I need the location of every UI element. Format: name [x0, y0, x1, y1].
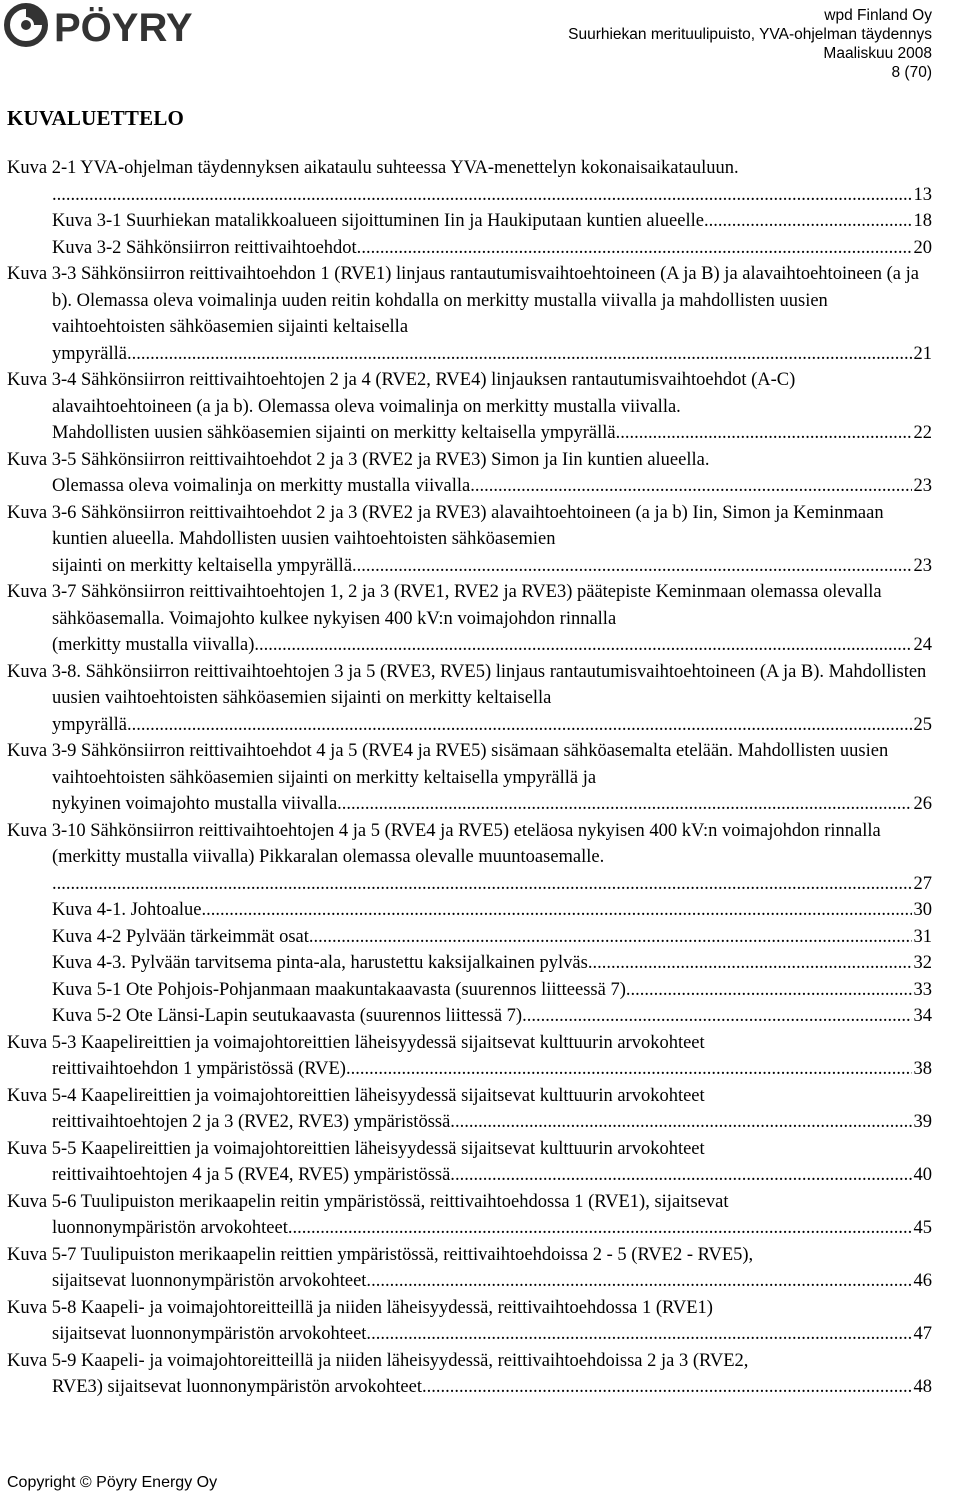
toc-entry-page: 39 — [913, 1112, 932, 1132]
toc-entry[interactable] — [7, 500, 932, 580]
toc-entry-text: Mahdollisten uusien sähköasemien sijainti on merkitty keltaisella ympyrällä. — [52, 423, 621, 443]
toc-entry-page: 22 — [913, 423, 932, 443]
toc-entry-page: 34 — [913, 1006, 932, 1026]
toc-entry[interactable] — [7, 1242, 932, 1295]
toc-entry[interactable] — [7, 447, 932, 500]
toc-entry[interactable] — [7, 235, 932, 262]
toc-entry[interactable] — [7, 1030, 932, 1083]
document-date: Maaliskuu 2008 — [823, 45, 932, 62]
toc-entry-text: Kuva 5-9 Kaapeli- ja voimajohtoreitteillä ja niiden läheisyydessä, reittivaihtoehdoissa 2 ja 3 (RVE2, — [7, 1350, 749, 1371]
toc-entry-text: sijaitsevat luonnonympäristön arvokohteet. — [52, 1324, 372, 1344]
toc-entry[interactable] — [7, 1136, 932, 1189]
toc-entry-text: Kuva 5-5 Kaapelireittien ja voimajohtoreittien läheisyydessä sijaitsevat kulttuurin arvokohteet — [7, 1138, 705, 1159]
dot-leader — [351, 1056, 912, 1083]
dot-leader — [709, 208, 912, 235]
toc-entry-page: 21 — [913, 343, 932, 364]
toc-entry-leader-line — [52, 1109, 932, 1136]
toc-entry-text: Kuva 3-3 Sähkönsiirron reittivaihtoehdon 1 (RVE1) linjaus rantautumisvaihtoehtoineen (A ja B) ja alavaihtoehtoineen (a ja b). Olemassa oleva voimalinja uuden reitin kohdalla on merkitty mustalla viivalla ja mahdollisten uusien vaihtoehtoisten sähköasemien sijainti keltaisella — [7, 264, 919, 337]
dot-leader — [620, 420, 911, 447]
toc-entry-leader-line — [52, 897, 932, 924]
toc-entry[interactable] — [7, 208, 932, 235]
dot-leader — [132, 341, 912, 368]
toc-entry-leader-line — [52, 632, 932, 659]
toc-entry-leader-line — [52, 950, 932, 977]
toc-entry-page: 24 — [913, 635, 932, 655]
toc-entry-text: (merkitty mustalla viivalla). — [52, 635, 260, 655]
dot-leader — [132, 712, 912, 739]
toc-entry[interactable] — [7, 1295, 932, 1348]
toc-entry-text: ympyrällä. — [52, 714, 132, 735]
toc-entry[interactable] — [7, 659, 932, 739]
toc-entry-text: sijainti on merkitty keltaisella ympyrällä. — [52, 555, 357, 576]
toc-title: KUVALUETTELO — [7, 106, 185, 130]
toc-entry[interactable] — [7, 950, 932, 977]
toc-entry[interactable] — [7, 1003, 932, 1030]
toc-entry-leader-line — [52, 1374, 932, 1401]
toc-entry-page: 33 — [913, 979, 932, 1000]
toc-entry-text: Kuva 4-3. Pylvään tarvitsema pinta-ala, harustettu kaksijalkainen pylväs. — [52, 953, 593, 973]
dot-leader — [475, 473, 912, 500]
toc-entry-text: Kuva 3-1 Suurhiekan matalikkoalueen sijoittuminen Iin ja Haukiputaan kuntien alueelle. — [52, 211, 709, 231]
toc-entry[interactable] — [7, 1083, 932, 1136]
toc-entry-text: luonnonympäristön arvokohteet. — [52, 1218, 293, 1238]
toc-entry-text: Kuva 5-1 Ote Pohjois-Pohjanmaan maakuntakaavasta (suurennos liitteessä 7). — [52, 979, 631, 1000]
toc-entry-leader-line — [52, 1268, 932, 1295]
toc-entry-page: 26 — [913, 794, 932, 814]
toc-entry-page: 31 — [913, 926, 932, 947]
toc-entry-text: Kuva 2-1 YVA-ohjelman täydennyksen aikataulu suhteessa YVA-menettelyn kokonaisaikatauluun. — [7, 158, 739, 178]
toc-entry[interactable] — [7, 924, 932, 951]
toc-entry-leader-line — [52, 235, 932, 262]
toc-entry-text: Kuva 3-4 Sähkönsiirron reittivaihtoehtojen 2 ja 4 (RVE2, RVE4) linjauksen rantautumisvaihtoehdot (A-C) alavaihtoehtoineen (a ja b). Olemassa oleva voimalinja on merkitty mustalla viivalla. — [7, 370, 796, 417]
toc-entry-page: 48 — [913, 1377, 932, 1397]
toc-entry-page: 46 — [913, 1271, 932, 1291]
toc-entry[interactable] — [7, 977, 932, 1004]
toc-entry-leader-line — [52, 341, 932, 368]
toc-entry-text: reittivaihtoehtojen 2 ja 3 (RVE2, RVE3) ympäristössä. — [52, 1112, 455, 1132]
toc-entry[interactable] — [7, 897, 932, 924]
project-name: Suurhiekan merituulipuisto, YVA-ohjelman täydennys — [568, 26, 932, 43]
toc-entry-leader-line — [52, 553, 932, 580]
dot-leader — [455, 1162, 912, 1189]
toc-entry-text: Kuva 5-7 Tuulipuiston merikaapelin reittien ympäristössä, reittivaihtoehdoissa 2 - 5 (RVE2 - RVE5), — [7, 1244, 754, 1265]
toc-entry-page: 47 — [913, 1324, 932, 1344]
toc-entry-leader-line — [52, 977, 932, 1004]
dot-leader — [592, 950, 911, 977]
figure-list — [7, 155, 932, 1401]
toc-entry-page: 23 — [913, 476, 932, 496]
dot-leader — [361, 235, 911, 262]
footer-copyright: Copyright © Pöyry Energy Oy — [7, 1474, 218, 1491]
toc-entry-text: Kuva 5-8 Kaapeli- ja voimajohtoreitteillä ja niiden läheisyydessä, reittivaihtoehdossa 1 (RVE1) — [7, 1297, 713, 1318]
toc-entry-page: 27 — [913, 873, 932, 894]
toc-entry-text: Kuva 3-8. Sähkönsiirron reittivaihtoehtojen 3 ja 5 (RVE3, RVE5) linjaus rantautumisvaihtoehtoineen (A ja B). Mahdollisten uusien vaihtoehtoisten sähköasemien sijainti on merkitty keltaisella — [7, 661, 927, 708]
toc-entry-leader-line — [52, 871, 932, 898]
toc-entry-page: 25 — [913, 714, 932, 735]
header-info — [568, 6, 932, 82]
toc-entry-text: Kuva 5-3 Kaapelireittien ja voimajohtoreittien läheisyydessä sijaitsevat kulttuurin arvokohteet — [7, 1032, 705, 1053]
dot-leader — [455, 1109, 912, 1136]
toc-entry-leader-line — [52, 712, 932, 739]
dot-leader — [631, 977, 912, 1004]
toc-entry-text: Kuva 3-6 Sähkönsiirron reittivaihtoehdot 2 ja 3 (RVE2 ja RVE3) alavaihtoehtoineen (a ja b) Iin, Simon ja Keminmaan kuntien alueella. Mahdollisten uusien vaihtoehtoisten sähköasemien — [7, 502, 884, 549]
page-number: 8 (70) — [891, 64, 932, 81]
toc-entry-page: 38 — [913, 1059, 932, 1079]
toc-entry[interactable] — [7, 367, 932, 447]
toc-entry[interactable] — [7, 579, 932, 659]
poyry-logo — [4, 2, 274, 48]
toc-entry-text: Kuva 5-6 Tuulipuiston merikaapelin reitin ympäristössä, reittivaihtoehdossa 1 (RVE1), sijaitsevat — [7, 1191, 729, 1212]
toc-entry-page: 30 — [913, 900, 932, 920]
dot-leader — [259, 632, 911, 659]
toc-entry-leader-line — [52, 473, 932, 500]
toc-entry-page: 23 — [913, 555, 932, 576]
toc-entry-leader-line — [52, 1162, 932, 1189]
dot-leader — [342, 791, 912, 818]
toc-entry[interactable] — [7, 155, 932, 208]
toc-entry-text: Kuva 3-7 Sähkönsiirron reittivaihtoehtojen 1, 2 ja 3 (RVE1, RVE2 ja RVE3) päätepiste Keminmaan olemassa olevalla sähköasemalla. Voimajohto kulkee nykyisen 400 kV:n voimajohdon rinnalla — [7, 582, 882, 629]
toc-entry-text: RVE3) sijaitsevat luonnonympäristön arvokohteet. — [52, 1377, 427, 1397]
toc-entry-text: sijaitsevat luonnonympäristön arvokohteet. — [52, 1271, 372, 1291]
toc-entry-leader-line — [52, 924, 932, 951]
dot-leader — [292, 1215, 911, 1242]
dot-leader — [52, 871, 912, 898]
toc-entry-page: 32 — [913, 953, 932, 973]
toc-entry-text: Kuva 3-9 Sähkönsiirron reittivaihtoehdot 4 ja 5 (RVE4 ja RVE5) sisämaan sähköasemalta etelään. Mahdollisten uusien vaihtoehtoisten sähköasemien sijainti on merkitty keltaisella ympyrällä ja — [7, 741, 889, 788]
toc-entry-leader-line — [52, 1321, 932, 1348]
toc-entry[interactable] — [7, 1348, 932, 1401]
toc-entry[interactable] — [7, 261, 932, 367]
company-name: wpd Finland Oy — [824, 7, 932, 24]
toc-entry-leader-line — [52, 791, 932, 818]
toc-entry-leader-line — [52, 1003, 932, 1030]
logo-text: PÖYRY — [54, 6, 193, 48]
toc-entry[interactable] — [7, 1189, 932, 1242]
toc-entry-text: Kuva 4-1. Johtoalue. — [52, 900, 207, 920]
dot-leader — [206, 897, 911, 924]
toc-entry-text: reittivaihtoehdon 1 ympäristössä (RVE). — [52, 1059, 351, 1079]
toc-entry-text: Olemassa oleva voimalinja on merkitty mustalla viivalla. — [52, 476, 475, 496]
toc-entry-leader-line — [52, 182, 932, 209]
toc-entry-text: Kuva 3-5 Sähkönsiirron reittivaihtoehdot 2 ja 3 (RVE2 ja RVE3) Simon ja Iin kuntien alueella. — [7, 449, 710, 470]
toc-entry[interactable] — [7, 818, 932, 898]
dot-leader — [371, 1321, 911, 1348]
toc-entry-leader-line — [52, 420, 932, 447]
toc-entry-text: Kuva 4-2 Pylvään tärkeimmät osat. — [52, 926, 314, 947]
dot-leader — [527, 1003, 912, 1030]
dot-leader — [427, 1374, 912, 1401]
dot-leader — [52, 182, 912, 209]
toc-entry-leader-line — [52, 1215, 932, 1242]
dot-leader — [357, 553, 912, 580]
dot-leader — [314, 924, 912, 951]
toc-entry-text: Kuva 5-4 Kaapelireittien ja voimajohtoreittien läheisyydessä sijaitsevat kulttuurin arvokohteet — [7, 1085, 705, 1106]
toc-entry-text: Kuva 3-2 Sähkönsiirron reittivaihtoehdot. — [52, 237, 362, 258]
toc-entry-page: 40 — [913, 1165, 932, 1185]
toc-entry-text: Kuva 5-2 Ote Länsi-Lapin seutukaavasta (suurennos liittessä 7). — [52, 1006, 527, 1026]
toc-entry-page: 13 — [913, 184, 932, 205]
toc-entry-leader-line — [52, 208, 932, 235]
toc-entry-page: 20 — [913, 237, 932, 258]
toc-entry-page: 45 — [913, 1218, 932, 1238]
toc-entry-text: nykyinen voimajohto mustalla viivalla. — [52, 794, 342, 814]
toc-entry-page: 18 — [913, 211, 932, 231]
dot-leader — [371, 1268, 911, 1295]
toc-entry-text: reittivaihtoehtojen 4 ja 5 (RVE4, RVE5) ympäristössä. — [52, 1165, 455, 1185]
toc-entry[interactable] — [7, 738, 932, 818]
page-header — [0, 0, 960, 100]
toc-entry-text: ympyrällä. — [52, 343, 132, 364]
toc-entry-leader-line — [52, 1056, 932, 1083]
toc-entry-text: Kuva 3-10 Sähkönsiirron reittivaihtoehtojen 4 ja 5 (RVE4 ja RVE5) eteläosa nykyisen 400 kV:n voimajohdon rinnalla (merkitty mustalla viivalla) Pikkaralan olemassa olevalle muuntoasemalle. — [7, 820, 881, 867]
